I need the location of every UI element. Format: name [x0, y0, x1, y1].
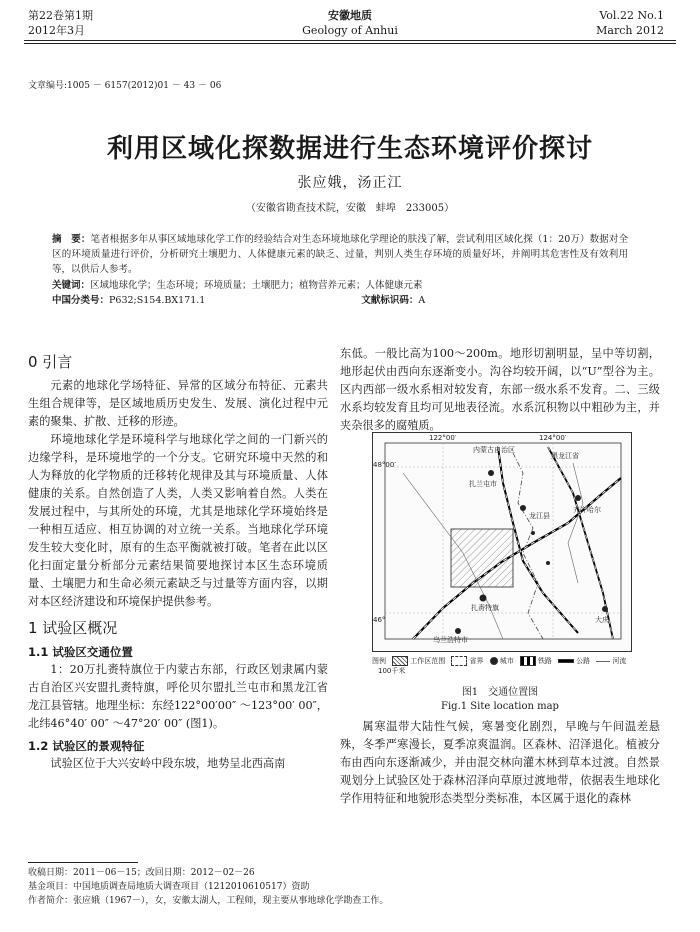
map-place-label: 大庆 [595, 616, 609, 624]
map-legend [372, 656, 630, 678]
subsection-1-1-heading: 1.1 试验区交通位置 [28, 645, 133, 659]
legend-swatch [596, 661, 610, 662]
paragraph: 属寒温带大陆性气候，寒暑变化剧烈，早晚与午间温差悬殊，冬季严寒漫长，夏季凉爽温润。区森林、沼泽退化。植被分布由西向东逐渐减少，并由混交林向灌木林到草本过渡。自然景观划分上试验区处于森林沼泽向草原过渡地带，依据表生地球化学作用特征和地貌形态类型分类标准，本区属于退化的森林 [340, 720, 660, 805]
map-lon-west: 122°00′ [429, 434, 457, 442]
paper-title: 利用区域化探数据进行生态环境评价探讨 [106, 134, 593, 164]
right-column-top [340, 345, 660, 435]
abstract [52, 232, 628, 277]
footnote-received: 收稿日期：2011－06－15；改回日期：2012－02－26 [28, 868, 255, 878]
legend-swatch [490, 657, 498, 665]
legend-item: 省界 [469, 657, 484, 665]
legend-item: 公路 [576, 657, 591, 665]
map-place-label: 乌兰浩特市 [433, 636, 468, 644]
map-place-label: 龙江县 [529, 512, 550, 520]
keywords [52, 279, 640, 293]
header-journal-en: Geology of Anhui [302, 24, 398, 37]
figure-caption-cn: 图1 交通位置图 [461, 687, 539, 698]
paragraph: 试验区位于大兴安岭中段东坡，地势呈北西高南 [50, 757, 286, 770]
figure-caption-en: Fig.1 Site location map [441, 701, 559, 712]
section-1-heading: 1 试验区概况 [28, 619, 118, 637]
paper-affiliation: （安徽省勘查技术院，安徽 蚌埠 233005） [245, 203, 455, 214]
legend-item: 河流 [612, 657, 627, 665]
legend-title: 图例 [372, 657, 386, 665]
paragraph: 东低。一般比高为100～200m。地形切割明显，呈中等切割，地形起伏由西向东逐渐变小。沟谷均较开阔，以“U”型谷为主。区内西部一级水系相对较发育，东部一级水系不发育。二、三级水系均较发育且均可见地表径流。水系沉积物以中粗砂为主，并夹杂很多的腐殖质。 [340, 347, 660, 432]
map-lat-south: 46° [373, 616, 386, 624]
map-place-label: 扎赉特旗 [471, 604, 499, 612]
classification-label: 中国分类号： [52, 295, 110, 306]
legend-swatch [451, 656, 467, 666]
subsection-1-2-heading: 1.2 试验区的景观特征 [28, 739, 145, 753]
footnote-rule [28, 862, 138, 863]
paragraph: 元素的地球化学场特征、异常的区域分布特征、元素共生组合规律等，是区域地质历史发生、发展、演化过程中元素的聚集、扩散、迁移的形迹。 [28, 379, 328, 428]
doc-code: A [418, 295, 426, 306]
map-place-label: 扎兰屯市 [469, 480, 497, 488]
paper-authors: 张应娥，汤正江 [297, 175, 403, 191]
map-lon-east: 124°00′ [539, 434, 567, 442]
abstract-label: 摘 要： [52, 234, 91, 245]
legend-swatch [520, 656, 536, 666]
location-map-graphic [373, 433, 631, 651]
header-date-en: March 2012 [596, 24, 664, 37]
header-volume-cn: 第22卷第1期 [28, 9, 93, 22]
location-map [372, 432, 632, 652]
classification-code: P632;S154.BX171.1 [109, 295, 206, 306]
header-journal-cn: 安徽地质 [328, 9, 372, 22]
legend-swatch [392, 656, 408, 666]
paragraph: 1：20万扎赉特旗位于内蒙古东部，行政区划隶属内蒙古自治区兴安盟扎赉特旗，呼伦贝尔盟扎兰屯市和黑龙江省龙江县管辖。地理坐标：东经122°00′00″ ～123°00′ 00″，北纬46°40′ 00″ ～47°20′ 00″ (图1)。 [28, 663, 328, 730]
header-volume-en: Vol.22 No.1 [599, 9, 664, 22]
footnote-fund: 基金项目：中国地质调查局地质大调查项目（1212010610517）资助 [28, 882, 310, 892]
footnotes [28, 866, 664, 908]
legend-item: 工作区范围 [410, 657, 446, 665]
legend-swatch [558, 659, 574, 663]
map-place-label: 黑龙江省 [551, 452, 579, 460]
map-lat-north: 48°00′ [373, 461, 396, 469]
paragraph: 环境地球化学是环境科学与地球化学之间的一门新兴的边缘学科，是环境地学的一个分支。它研究环境中天然的和人为释放的化学物质的迁移转化规律及其与环境质量、人体健康的关系。自然创造了人类，人类又影响着自然。人类在发展过程中，与其所处的环境，尤其是地球化学环境始终是一种相互适应、相互协调的对立统一关系。当地球化学环境发生较大变化时，原有的生态平衡就被打破。笔者在此以区化扫面定量分析部分元素结果简要地探讨本区生态环境质量、土壤肥力和生命必须元素缺乏与过量等方面内容，以期对本区经济建设和环境保护提供参考。 [28, 433, 328, 608]
header-center [0, 8, 700, 38]
left-column [28, 345, 328, 773]
header-rule-2 [24, 43, 676, 44]
header-right [596, 8, 664, 38]
footnote-author: 作者简介：张应娥（1967－），女，安徽太湖人，工程师，现主要从事地球化学勘查工作。 [28, 896, 389, 906]
header-date-cn: 2012年3月 [28, 24, 85, 37]
classification [52, 294, 640, 308]
legend-item: 铁路 [537, 657, 552, 665]
doc-code-label: 文献标识码： [361, 295, 419, 306]
map-place-label: 内蒙古自治区 [473, 446, 515, 454]
keywords-text: 区域地球化学；生态环境；环境质量；土壤肥力；植物营养元素；人体健康元素 [90, 280, 423, 291]
abstract-text: 笔者根据多年从事区域地球化学工作的经验结合对生态环境地球化学理论的肤浅了解，尝试利用区域化探（1：20万）数据对全区的环境质量进行评价，分析研究土壤肥力、人体健康元素的缺乏、过量，判别人类生存环境的质量好坏，并阐明其危害性及有效利用等，以供后人参考。 [52, 234, 628, 275]
section-0-heading: 0 引言 [28, 353, 73, 371]
map-place-label: 齐齐哈尔 [573, 506, 601, 514]
right-column-bottom [340, 718, 660, 808]
article-number: 文章编号:1005 － 6157(2012)01 － 43 － 06 [28, 81, 222, 91]
legend-item: 城市 [499, 657, 514, 665]
scale-label: 100千米 [378, 667, 406, 675]
keywords-label: 关键词： [52, 280, 91, 291]
header-rule [24, 40, 676, 41]
